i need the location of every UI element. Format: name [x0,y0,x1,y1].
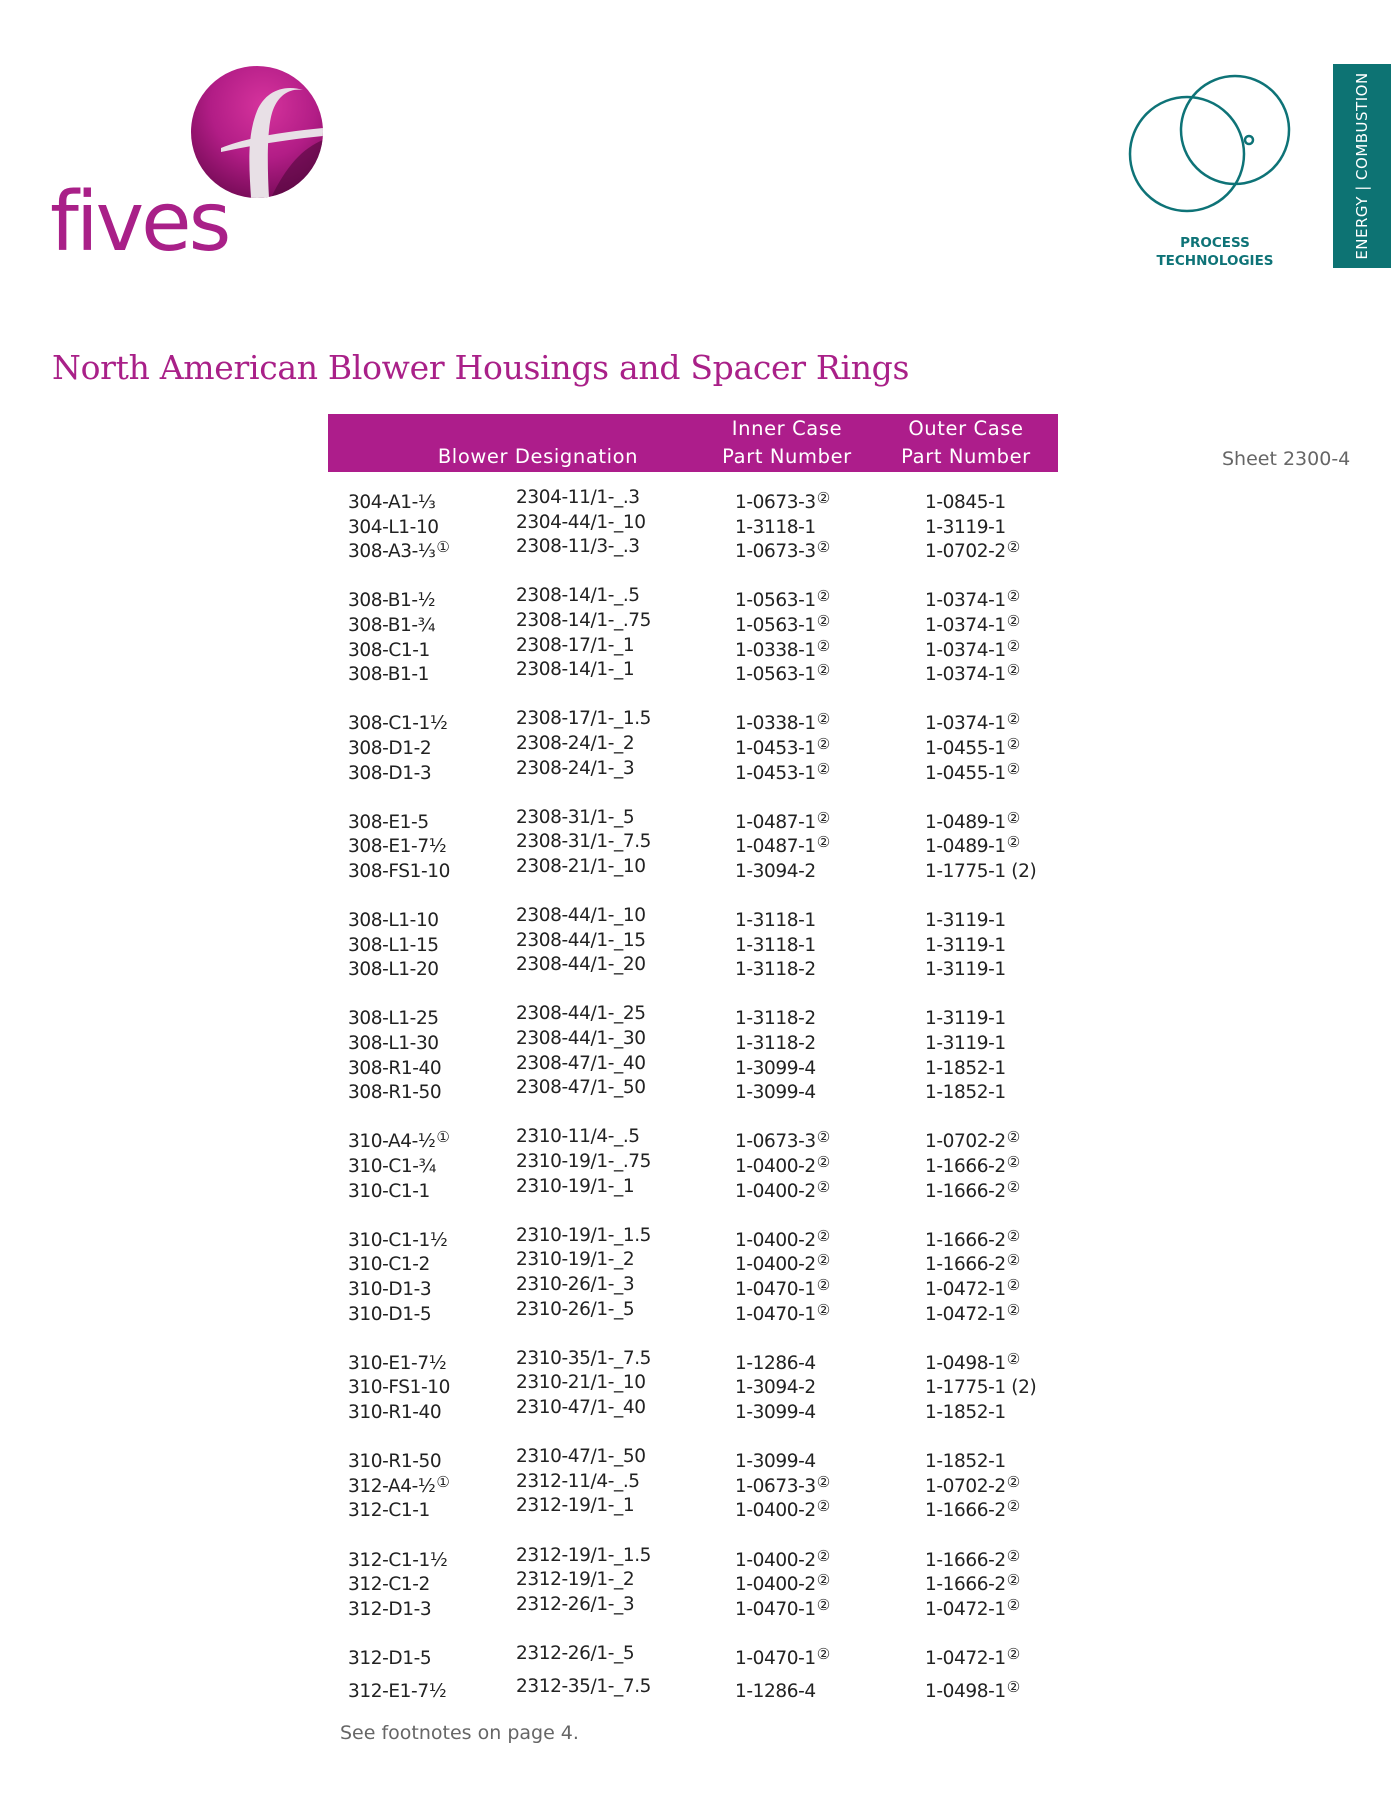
cell-designation: 2308-14/1-_.5 [516,585,640,607]
cell-designation: 2308-11/3-_.3 [516,536,640,558]
cell-model: 308-E1-5 [348,811,429,833]
row-group [348,1224,1048,1325]
cell-designation: 2312-26/1-_5 [516,1642,635,1664]
footnote-marker: ② [1006,636,1020,655]
cell-designation: 2308-24/1-_3 [516,757,635,779]
table-row [348,1273,1048,1298]
cell-designation: 2304-44/1-_10 [516,511,646,533]
row-group [348,486,1048,563]
row-group [348,1445,1048,1522]
footnote-marker: ② [816,1153,830,1172]
cell-outer-case: 1-0374-1② [925,636,1020,661]
cell-model: 310-R1-40 [348,1401,442,1423]
table-row [348,511,1048,536]
table-row [348,1027,1048,1055]
cell-outer-case: 1-0374-1② [925,661,1020,686]
table-row [348,953,1048,981]
footnote-marker: ② [816,833,830,852]
cell-model: 312-A4-½① [348,1472,450,1497]
table-body [348,486,1048,1724]
cell-designation: 2308-24/1-_2 [516,732,635,754]
process-technologies-label: PROCESS TECHNOLOGIES [1156,235,1274,269]
row-group [348,707,1048,784]
cell-model: 310-D1-5 [348,1303,432,1325]
table-row [348,1076,1048,1104]
header-outer-case: Outer Case Part Number [901,417,1031,468]
footnote-marker: ② [816,1497,830,1516]
cell-inner-case: 1-0487-1② [735,833,830,858]
cell-outer-case: 1-0489-1② [925,833,1020,858]
footnote-marker: ② [816,1251,830,1270]
cell-model: 308-C1-1½ [348,713,448,735]
cell-designation: 2308-44/1-_15 [516,929,646,951]
cell-designation: 2310-47/1-_40 [516,1396,646,1418]
fives-wordmark: fives [50,175,229,270]
table-row [348,929,1048,954]
header-inner-case: Inner Case Part Number [722,417,852,468]
footnote-marker: ② [1006,1644,1020,1663]
footnote-marker: ② [1006,1571,1020,1590]
cell-outer-case: 1-0374-1② [925,587,1020,612]
row-group [348,1125,1048,1202]
row-group [348,1642,1048,1702]
table-row [348,1593,1048,1618]
footnote-marker: ② [816,1300,830,1319]
cell-designation: 2310-19/1-_.75 [516,1151,652,1173]
cell-inner-case: 1-0673-3② [735,538,830,563]
cell-designation: 2308-14/1-_.75 [516,609,652,631]
cell-inner-case: 1-3118-2 [735,959,816,981]
table-row [348,1002,1048,1030]
cell-inner-case: 1-3099-4 [735,1082,816,1104]
cell-designation: 2312-26/1-_3 [516,1593,635,1615]
cell-inner-case: 1-0563-1② [735,661,830,686]
table-row [348,757,1048,782]
cell-inner-case: 1-3099-4 [735,1057,816,1079]
cell-inner-case: 1-0673-3② [735,489,830,513]
cell-outer-case: 1-0472-1② [925,1300,1020,1325]
cell-designation: 2308-44/1-_10 [516,905,646,927]
cell-designation: 2310-11/4-_.5 [516,1126,640,1148]
cell-designation: 2310-47/1-_50 [516,1446,646,1468]
table-row [348,634,1048,659]
cell-designation: 2312-19/1-_1 [516,1495,635,1517]
table-row [348,658,1048,686]
cell-designation: 2312-19/1-_1.5 [516,1544,652,1566]
cell-model: 310-C1-1½ [348,1229,448,1251]
cell-model: 312-C1-1½ [348,1549,448,1571]
footnote-marker: ② [816,611,830,630]
cell-outer-case: 1-0702-2② [925,1128,1020,1153]
footnote-marker: ② [816,1128,830,1147]
cell-outer-case: 1-0498-1② [925,1349,1020,1374]
cell-model: 308-B1-1 [348,664,430,686]
footnote-marker: ② [816,1595,830,1614]
cell-outer-case: 1-0455-1② [925,759,1020,784]
row-group [348,1347,1048,1421]
footnote-marker: ② [816,1226,830,1245]
cell-designation: 2310-21/1-_10 [516,1372,646,1394]
cell-inner-case: 1-0487-1② [735,808,830,833]
cell-inner-case: 1-0470-1② [735,1644,830,1669]
cell-inner-case: 1-0673-3② [735,1128,830,1153]
footnote-marker: ② [816,1472,830,1491]
cell-model: 308-D1-2 [348,737,432,759]
cell-outer-case: 1-1852-1 [925,1057,1006,1079]
cell-outer-case: 1-1666-2② [925,1546,1020,1571]
cell-model: 308-L1-20 [348,959,439,981]
table-row [348,732,1048,757]
cell-model: 310-C1-1 [348,1180,430,1202]
cell-outer-case: 1-0374-1② [925,710,1020,735]
footnote-marker: ② [1006,734,1020,753]
cell-inner-case: 1-0563-1② [735,587,830,612]
cell-outer-case: 1-3119-1 [925,1008,1006,1030]
cell-designation: 2310-26/1-_3 [516,1274,635,1295]
table-row [348,1642,1048,1667]
cell-model: 308-L1-25 [348,1008,439,1030]
footnote-marker: ② [1006,1276,1020,1294]
cell-model: 310-R1-50 [348,1451,442,1473]
cell-model: 308-R1-50 [348,1082,442,1104]
footnote-marker: ① [436,1472,450,1491]
table-row [348,1544,1048,1569]
footnote-marker: ② [1006,1546,1020,1565]
footnote-marker: ① [436,538,450,557]
cell-model: 312-D1-5 [348,1647,432,1669]
cell-outer-case: 1-0374-1② [925,611,1020,636]
footnote-marker: ② [816,661,830,680]
table-row [348,1298,1048,1323]
row-group [348,806,1048,880]
cell-model: 308-B1-½ [348,590,436,612]
row-group [348,904,1048,981]
footnote-marker: ② [816,1177,830,1196]
footnote-marker: ② [1006,808,1020,827]
energy-combustion-tab [1333,64,1391,268]
table-row [348,1175,1048,1200]
side-tab-label: ENERGY | COMBUSTION [1353,72,1371,260]
footnote-marker: ② [816,1546,830,1565]
cell-model: 308-D1-3 [348,762,432,784]
table-row [348,1347,1048,1372]
footnote-marker: ② [1006,710,1020,729]
table-row [348,1371,1048,1399]
table-row [348,1494,1048,1522]
table-row [348,584,1048,612]
cell-inner-case: 1-1286-4 [735,1680,816,1702]
cell-model: 310-E1-7½ [348,1352,447,1374]
footnote-marker: ② [1006,1153,1020,1172]
footnote-marker: ② [816,636,830,655]
cell-outer-case: 1-0845-1 [925,492,1006,513]
table-row [348,904,1048,932]
table-row [348,1675,1048,1700]
cell-outer-case: 1-1666-2② [925,1153,1020,1178]
cell-outer-case: 1-0455-1② [925,734,1020,759]
footnote-marker: ① [436,1128,450,1147]
cell-designation: 2308-47/1-_40 [516,1052,646,1074]
table-row [348,1445,1048,1473]
cell-model: 312-E1-7½ [348,1680,447,1702]
cell-inner-case: 1-0338-1② [735,710,830,735]
cell-designation: 2310-26/1-_5 [516,1298,635,1320]
footnote-marker: ② [816,1571,830,1590]
process-technologies-logo [1125,68,1305,273]
cell-designation: 2308-21/1-_10 [516,855,646,877]
cell-outer-case: 1-0472-1② [925,1276,1020,1300]
cell-inner-case: 1-0400-2② [735,1153,830,1178]
table-row [348,1568,1048,1596]
table-header [328,414,1058,472]
cell-designation: 2308-17/1-_1 [516,634,635,656]
table-row [348,830,1048,858]
cell-model: 312-C1-2 [348,1574,430,1596]
table-row [348,1224,1048,1249]
cell-model: 308-L1-10 [348,910,439,932]
footnote-marker: ② [1006,611,1020,630]
cell-outer-case: 1-3119-1 [925,516,1006,538]
cell-model: 310-FS1-10 [348,1377,451,1399]
overlapping-circles-icon [1125,68,1305,238]
cell-model: 308-C1-1 [348,639,430,661]
footnote-marker: ② [1006,1497,1020,1516]
cell-outer-case: 1-0702-2② [925,538,1020,563]
footnote-marker: ② [816,489,830,507]
cell-outer-case: 1-1666-2② [925,1497,1020,1522]
row-group [348,584,1048,686]
table-row [348,855,1048,880]
table-row [348,486,1048,511]
cell-model: 304-A1-⅓ [348,492,436,513]
cell-designation: 2308-44/1-_30 [516,1028,646,1050]
footnote-marker: ② [816,734,830,753]
cell-outer-case: 1-3119-1 [925,959,1006,981]
table-row [348,1052,1048,1077]
table-row [348,1470,1048,1495]
cell-model: 308-FS1-10 [348,860,451,882]
cell-outer-case: 1-3119-1 [925,1033,1006,1055]
cell-inner-case: 1-3118-2 [735,1033,816,1055]
cell-inner-case: 1-0563-1② [735,611,830,636]
fives-logo [48,64,328,274]
cell-designation: 2312-35/1-_7.5 [516,1675,652,1697]
table-row [348,1396,1048,1421]
cell-inner-case: 1-3118-1 [735,910,816,932]
cell-inner-case: 1-1286-4 [735,1352,816,1374]
footnote-marker: ② [816,587,830,606]
cell-inner-case: 1-0470-1② [735,1276,830,1300]
cell-inner-case: 1-3118-1 [735,934,816,956]
footnote-marker: ② [1006,1177,1020,1196]
cell-inner-case: 1-0470-1② [735,1595,830,1620]
cell-designation: 2308-47/1-_50 [516,1077,646,1099]
header-blower-designation: Blower Designation [437,445,639,468]
footnote-marker: ② [1006,661,1020,680]
footnote-marker: ② [1006,1349,1020,1368]
footnote-marker: ② [1006,759,1020,778]
cell-designation: 2304-11/1-_.3 [516,487,640,508]
page-title: North American Blower Housings and Spacer Rings [52,348,910,387]
cell-outer-case: 1-0489-1② [925,808,1020,833]
cell-model: 310-A4-½① [348,1128,450,1153]
cell-outer-case: 1-1666-2② [925,1251,1020,1276]
row-group [348,1002,1048,1104]
footnote-marker: ② [1006,587,1020,606]
cell-designation: 2310-35/1-_7.5 [516,1347,652,1369]
footnote-marker: ② [816,1276,830,1294]
cell-model: 308-R1-40 [348,1057,442,1079]
cell-model: 312-C1-1 [348,1500,430,1522]
cell-outer-case: 1-0472-1② [925,1595,1020,1620]
table-row [348,1125,1048,1153]
footnote-marker: ② [1006,833,1020,852]
cell-model: 304-L1-10 [348,516,439,538]
footnote-marker: ② [1006,1128,1020,1147]
table-row [348,806,1048,831]
cell-outer-case: 1-1666-2② [925,1571,1020,1596]
cell-inner-case: 1-3118-2 [735,1008,816,1030]
cell-inner-case: 1-0453-1② [735,759,830,784]
cell-inner-case: 1-3099-4 [735,1401,816,1423]
cell-inner-case: 1-0338-1② [735,636,830,661]
cell-designation: 2312-19/1-_2 [516,1569,635,1591]
footnote-marker: ② [816,1644,830,1663]
cell-outer-case: 1-3119-1 [925,910,1006,932]
cell-designation: 2310-19/1-_1 [516,1175,635,1197]
cell-designation: 2312-11/4-_.5 [516,1470,640,1492]
footnote-marker: ② [1006,1300,1020,1319]
cell-outer-case: 1-0702-2② [925,1472,1020,1497]
cell-model: 308-L1-30 [348,1033,439,1055]
cell-model: 308-E1-7½ [348,836,447,858]
footnote-marker: ② [816,538,830,557]
footnote-marker: ② [1006,1472,1020,1491]
cell-model: 308-L1-15 [348,934,439,956]
cell-inner-case: 1-0400-2② [735,1251,830,1276]
cell-inner-case: 1-0400-2② [735,1546,830,1571]
cell-designation: 2308-14/1-_1 [516,659,635,681]
table-row [348,1248,1048,1276]
cell-designation: 2310-19/1-_1.5 [516,1224,652,1246]
cell-outer-case: 1-1775-1 (2) [925,1377,1037,1399]
cell-model: 310-C1-2 [348,1254,430,1276]
cell-model: 312-D1-3 [348,1598,432,1620]
footnote-marker: ② [816,808,830,827]
cell-model: 308-A3-⅓① [348,538,450,563]
cell-outer-case: 1-1775-1 (2) [925,860,1037,882]
cell-designation: 2308-44/1-_20 [516,954,646,976]
cell-model: 308-B1-¾ [348,614,436,636]
cell-model: 310-D1-3 [348,1279,432,1300]
sheet-number: Sheet 2300-4 [1222,448,1351,470]
cell-outer-case: 1-1666-2② [925,1226,1020,1251]
cell-designation: 2310-19/1-_2 [516,1249,635,1271]
cell-outer-case: 1-1852-1 [925,1401,1006,1423]
cell-inner-case: 1-0400-2② [735,1497,830,1522]
cell-inner-case: 1-0470-1② [735,1300,830,1325]
cell-inner-case: 1-3094-2 [735,860,816,882]
cell-outer-case: 1-1666-2② [925,1177,1020,1202]
cell-outer-case: 1-1852-1 [925,1451,1006,1473]
cell-inner-case: 1-3099-4 [735,1451,816,1473]
footnote-marker: ② [816,759,830,778]
cell-outer-case: 1-3119-1 [925,934,1006,956]
table-row [348,535,1048,563]
cell-inner-case: 1-3118-1 [735,516,816,538]
cell-designation: 2308-31/1-_5 [516,806,635,828]
footnote-marker: ② [1006,1595,1020,1614]
footnote-marker: ② [1006,1251,1020,1270]
row-group [348,1544,1048,1618]
table-row [348,609,1048,634]
cell-outer-case: 1-1852-1 [925,1082,1006,1104]
cell-designation: 2308-44/1-_25 [516,1003,646,1025]
table-row [348,707,1048,735]
footnote-marker: ② [1006,1677,1020,1696]
cell-inner-case: 1-0400-2② [735,1177,830,1202]
cell-inner-case: 1-3094-2 [735,1377,816,1399]
cell-outer-case: 1-0498-1② [925,1677,1020,1702]
cell-model: 310-C1-¾ [348,1156,437,1178]
footnote-marker: ② [1006,1226,1020,1245]
cell-inner-case: 1-0673-3② [735,1472,830,1497]
cell-designation: 2308-17/1-_1.5 [516,708,652,730]
footnote-reference: See footnotes on page 4. [340,1722,579,1744]
cell-outer-case: 1-0472-1② [925,1644,1020,1669]
cell-inner-case: 1-0400-2② [735,1571,830,1596]
footnote-marker: ② [816,710,830,729]
cell-inner-case: 1-0400-2② [735,1226,830,1251]
cell-designation: 2308-31/1-_7.5 [516,831,652,853]
table-row [348,1150,1048,1178]
cell-inner-case: 1-0453-1② [735,734,830,759]
footnote-marker: ② [1006,538,1020,557]
